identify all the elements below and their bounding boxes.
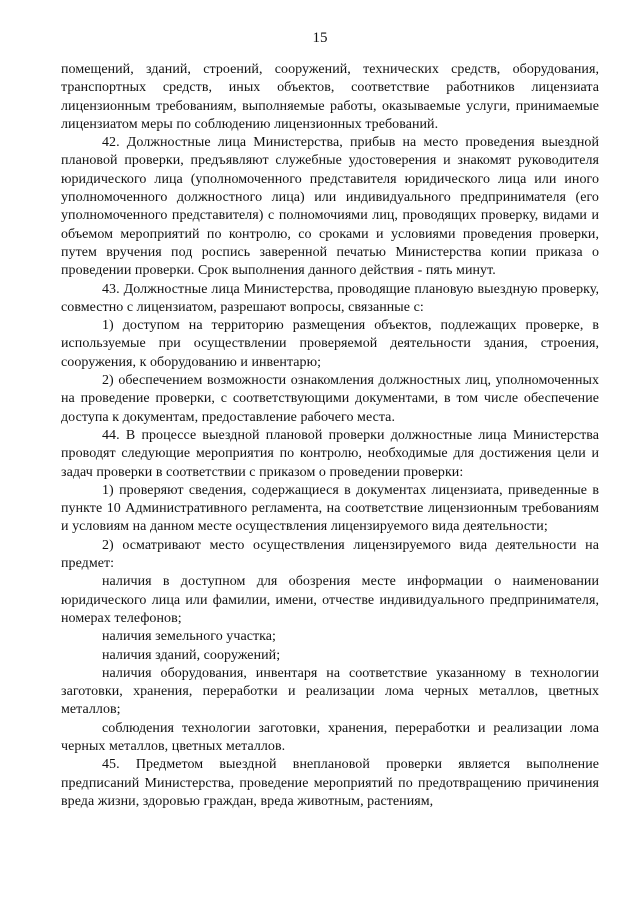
inspection-point-technology: соблюдения технологии заготовки, хранения, переработки и реализации лома черных металлов, цветных металлов. [61,720,599,754]
inspection-point-land: наличия земельного участка; [102,629,276,645]
paragraph-45: 45. Предметом выездной внеплановой проверки является выполнение предписаний Министерства, проведение мероприятий по предотвращению причинения вреда жизни, здоровью граждан, вреда животным, растениям, [61,757,599,809]
paragraph-43: 43. Должностные лица Министерства, проводящие плановую выездную проверку, совместно с лицензиатом, разрешают вопросы, связанные с: [61,281,599,315]
document-body [61,61,599,811]
inspection-point-info: наличия в доступном для обозрения месте информации о наименовании юридического лица или фамилии, имени, отчестве индивидуального предпринимателя, номерах телефонов; [61,574,599,626]
paragraph-42: 42. Должностные лица Министерства, прибыв на место проведения выездной плановой проверки, предъявляют служебные удостоверения и знакомят руководителя юридического лица (уполномоченного представителя юридического лица или иного уполномоченного должностного лица) или индивидуального предпринимателя (его уполномоченного представителя) с полномочиями лиц, проводящих проверку, видами и объемом мероприятий по контролю, со сроками и условиями проведения проверки, путем вручения под роспись заверенной печатью Министерства копии приказа о проведении проверки. Срок выполнения данного действия - пять минут. [61,135,599,279]
paragraph-43-item-2: 2) обеспечением возможности ознакомления должностных лиц, уполномоченных на проведение проверки, с соответствующими документами, в том числе обеспечение доступа к документам, предоставление рабочего места. [61,373,599,425]
paragraph-continuation: помещений, зданий, строений, сооружений, технических средств, оборудования, транспортных средств, иных объектов, соответствие работников лицензиата лицензионным требованиям, выполняемые работы, оказываемые услуги, принимаемые лицензиатом меры по соблюдению лицензионных требований. [61,62,599,132]
inspection-point-equipment: наличия оборудования, инвентаря на соответствие указанному в технологии заготовки, хранения, переработки и реализации лома черных металлов, цветных металлов; [61,665,599,718]
inspection-point-buildings: наличия зданий, сооружений; [102,647,281,663]
paragraph-44-item-1: 1) проверяют сведения, содержащиеся в документах лицензиата, приведенные в пункте 10 Административного регламента, на соответствие лицензионным требованиям и условиям на данном месте осуществления лицензируемого вида деятельности; [61,482,599,535]
paragraph-43-item-1: 1) доступом на территорию размещения объектов, подлежащих проверке, в используемые при осуществлении проверяемой деятельности здания, строения, сооружения, к оборудованию и инвентарю; [61,318,599,370]
paragraph-44: 44. В процессе выездной плановой проверки должностные лица Министерства проводят следующие мероприятия по контролю, необходимые для достижения цели и задач проверки в соответствии с приказом о проведении проверки: [61,427,599,480]
paragraph-44-item-2: 2) осматривают место осуществления лицензируемого вида деятельности на предмет: [61,537,599,572]
page-number: 15 [312,30,328,46]
